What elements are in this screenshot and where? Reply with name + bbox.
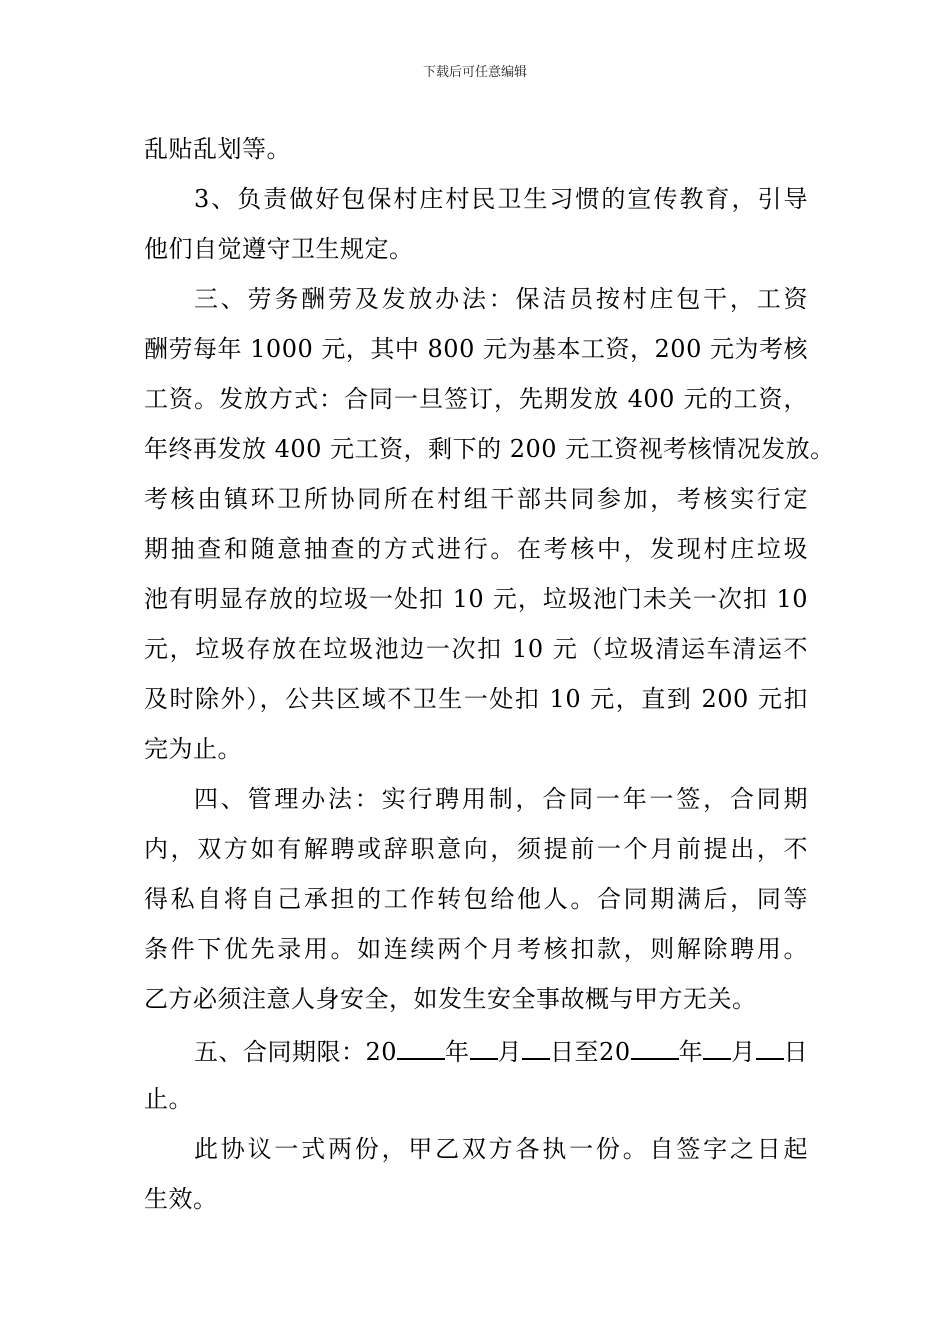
paragraph-section-3 [144, 274, 835, 774]
text-line: 三、劳务酬劳及发放办法：保洁员按村庄包干，工资 [194, 285, 808, 313]
paragraph-continuation [144, 124, 808, 174]
text-line: 年终再发放 400 元工资，剩下的 200 元工资视考核情况发放。 [144, 435, 835, 463]
term-label: 五、合同期限： [194, 1038, 366, 1066]
contract-term-line [144, 1024, 808, 1074]
end-year-blank[interactable] [631, 1024, 679, 1060]
paragraph-item-3 [144, 174, 808, 274]
text-line: 及时除外），公共区域不卫生一处扣 10 元，直到 200 元扣 [144, 685, 808, 713]
text-line: 内，双方如有解聘或辞职意向，须提前一个月前提出，不 [144, 835, 808, 863]
page-header: 下载后可任意编辑 [422, 65, 527, 80]
term-month-char: 月 [497, 1038, 523, 1066]
text-line: 酬劳每年 1000 元，其中 800 元为基本工资，200 元为考核 [144, 335, 808, 363]
text-line: 生效。 [144, 1185, 218, 1213]
text-line: 四、管理办法：实行聘用制，合同一年一签，合同期 [194, 785, 808, 813]
text-line: 条件下优先录用。如连续两个月考核扣款，则解除聘用。 [144, 935, 808, 963]
paragraph-closing [144, 1124, 808, 1224]
paragraph-section-4 [144, 774, 808, 1024]
end-month-blank[interactable] [703, 1024, 731, 1060]
term-year-char: 年 [445, 1038, 470, 1066]
term-day-char: 日 [550, 1038, 575, 1066]
text-line: 乙方必须注意人身安全，如发生安全事故概与甲方无关。 [144, 985, 757, 1013]
document-body [144, 124, 835, 1224]
text-line: 此协议一式两份，甲乙双方各执一份。自签字之日起 [194, 1135, 808, 1163]
text-line: 考核由镇环卫所协同所在村组干部共同参加，考核实行定 [144, 485, 808, 513]
term-end-day-char: 日 [783, 1038, 809, 1066]
term-start-century: 20 [365, 1038, 398, 1066]
text-line: 得私自将自己承担的工作转包给他人。合同期满后，同等 [144, 885, 808, 913]
start-day-blank[interactable] [522, 1024, 550, 1060]
paragraph-section-5 [144, 1024, 808, 1124]
text-line: 工资。发放方式：合同一旦签订，先期发放 400 元的工资， [144, 385, 808, 413]
text-line: 元，垃圾存放在垃圾池边一次扣 10 元（垃圾清运车清运不 [144, 635, 808, 663]
text-line: 乱贴乱划等。 [144, 135, 291, 163]
text-line: 他们自觉遵守卫生规定。 [144, 235, 414, 263]
text-line: 完为止。 [144, 735, 242, 763]
term-end-century: 20 [599, 1038, 631, 1066]
text-line: 止。 [144, 1085, 193, 1113]
term-end-month-char: 月 [731, 1038, 756, 1066]
text-line: 3、负责做好包保村庄村民卫生习惯的宣传教育，引导 [194, 185, 808, 213]
text-line: 期抽查和随意抽查的方式进行。在考核中，发现村庄垃圾 [144, 535, 808, 563]
end-day-blank[interactable] [756, 1024, 784, 1060]
start-year-blank[interactable] [397, 1024, 445, 1060]
term-to: 至 [574, 1038, 600, 1066]
term-end-year-char: 年 [678, 1038, 704, 1066]
start-month-blank[interactable] [470, 1024, 498, 1060]
text-line: 池有明显存放的垃圾一处扣 10 元，垃圾池门未关一次扣 10 [144, 585, 808, 613]
